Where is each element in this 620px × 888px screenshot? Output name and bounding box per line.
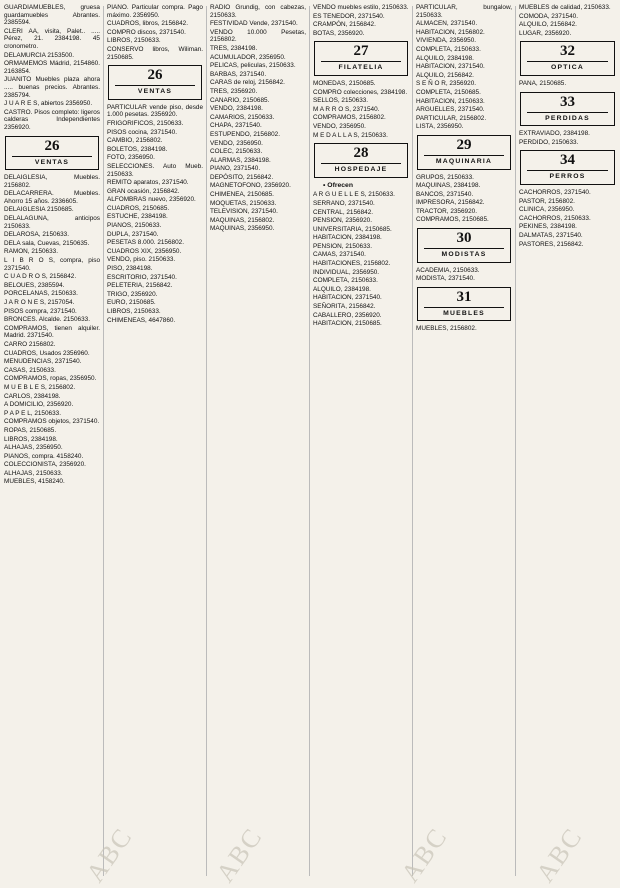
classified-ad: ALARMAS, 2384198. — [210, 156, 271, 164]
classified-ad: CENTRAL, 2156842. — [313, 208, 374, 216]
classified-ad: COMPRO colecciones, 2384198. — [313, 88, 408, 96]
section-title: OPTICA — [527, 61, 608, 72]
section-title: MODISTAS — [424, 248, 504, 259]
section-number: 31 — [456, 288, 472, 305]
classified-ad: DELAIGLESIA, Muebles. 2156802. — [4, 174, 100, 189]
watermark: ABC — [530, 822, 589, 888]
classified-ad: VENDO muebles estilo, 2150633. — [313, 4, 409, 11]
column-rule — [412, 6, 413, 876]
classified-column-6 — [519, 4, 616, 878]
classified-ad: M U E B L E S, 2156802. — [4, 383, 76, 391]
classified-ad: LIBROS, 2384198. — [4, 435, 58, 443]
classified-ad: FESTIVIDAD Vende, 2371540. — [210, 20, 298, 28]
classified-ad: COLECCIONISTA, 2356920. — [4, 461, 86, 469]
classified-ad: PENSION, 2356920. — [313, 217, 372, 225]
column-rule — [515, 6, 516, 876]
classified-ad: GRAN ocasión, 2156842. — [107, 187, 180, 195]
classified-ad: MAQUINAS, 2384198. — [416, 182, 481, 190]
classified-ad: BOTAS, 2356920. — [313, 29, 365, 37]
classified-ad: PISOS cocina, 2371540. — [107, 128, 177, 136]
classified-ad: LUGAR, 2356920. — [519, 29, 572, 37]
classified-ad: J A R O N E S, 2157054. — [4, 299, 75, 306]
classified-ad: TRES, 2356920. — [210, 87, 258, 95]
classified-ad: BANCOS, 2371540. — [416, 190, 474, 198]
classified-ad: LIBROS, 2150633. — [107, 37, 161, 45]
classified-ad: COMPRAMOS, 2156802. — [313, 114, 386, 122]
classified-ad: DELAROSA, 2150633. — [4, 231, 70, 239]
classified-ad: HABITACION, 2150685. — [313, 320, 382, 328]
classified-ad: PERDIDO, 2150633. — [519, 138, 579, 146]
classified-ad: REMITO aparatos, 2371540. — [107, 179, 189, 187]
classified-ad: ESTUPENDO, 2156802. — [210, 130, 280, 138]
classified-ad: CAMARIOS, 2150633. — [210, 113, 275, 121]
classified-ad: MUEBLES de calidad, 2150633. — [519, 4, 611, 11]
classified-ad: C U A D R O S, 2156842. — [4, 273, 77, 281]
classified-ad: MONEDAS, 2150685. — [313, 79, 376, 87]
classified-ad: HABITACION, 2384198. — [313, 234, 382, 242]
classified-ad: M A R R O S, 2371540. — [313, 105, 380, 113]
section-title: FILATELIA — [321, 61, 401, 72]
classified-ad: L I B R O S, compra, piso 2371540. — [4, 257, 100, 272]
classified-ad: PIANO. Particular compra. Pago máximo. 2356950. — [107, 4, 203, 19]
classified-ad: JUANITO Muebles plaza ahora ..... buenas precios. Abrantes. 2385794. — [4, 76, 100, 99]
classified-ad: PENSION, 2150633. — [313, 242, 372, 250]
classified-ad: ARGUELLES, 2371540. — [416, 106, 485, 114]
classified-ad: PELETERIA, 2156842. — [107, 282, 173, 290]
classified-ad: RAMON, 2150633. — [4, 248, 58, 256]
classified-ad: ACUMULADOR, 2356950. — [210, 53, 286, 61]
classified-ad: BRONCES. Alcalde. 2150633. — [4, 316, 90, 324]
classified-ad: MOQUETAS, 2150633. — [210, 199, 277, 207]
classified-ad: ALFOMBRAS nuevo, 2356920. — [107, 196, 196, 204]
classified-ad: PISO, 2384198. — [107, 265, 153, 273]
classified-ad: PARTICULAR vende piso, desde 1.000 pesetas. 2356920. — [107, 103, 203, 119]
classified-ad: COMPRAMOS, tienen alquiler. Madrid. 2371540. — [4, 324, 100, 340]
classified-ad: DUPLA, 2371540. — [107, 230, 159, 238]
classified-ad: MAQUINAS, 2356950. — [210, 225, 275, 233]
classified-ad: CUADROS, 2150685. — [107, 204, 170, 212]
classified-ad: PASTOR, 2156802. — [519, 197, 575, 205]
classified-ad: CAMBIO, 2156802. — [107, 137, 163, 145]
classified-ad: ALHAJAS, 2356950. — [4, 444, 63, 452]
classified-ad: PARTICULAR, 2156802. — [416, 114, 487, 122]
classified-ad: CARLOS, 2384198. — [4, 392, 61, 400]
classified-column-4 — [313, 4, 409, 878]
section-number: 26 — [44, 137, 60, 154]
column-rule — [103, 6, 104, 876]
section-number: 30 — [456, 230, 472, 247]
column-rule — [309, 6, 310, 876]
classified-ad: VENDO, piso. 2150633. — [107, 256, 176, 264]
classified-ad: COMPLETA, 2150633. — [313, 277, 378, 285]
classified-ad: MODISTA, 2371540. — [416, 275, 475, 283]
classified-ad: SEÑORITA, 2156842. — [313, 303, 376, 311]
classified-ad: LIBROS, 2150633. — [107, 308, 161, 315]
classified-ad: INDIVIDUAL, 2356950. — [313, 268, 380, 276]
classified-ad: PARTICULAR, bungalow, 2150633. — [416, 4, 512, 19]
classified-ad: VENDO, 2384198. — [210, 105, 263, 113]
section-title: VENTAS — [12, 156, 92, 167]
classified-ad: PEKINES, 2384198. — [519, 223, 577, 231]
classified-ad: BOLETOS, 2384198. — [107, 145, 168, 153]
classified-ad: MAQUINAS, 2156802. — [210, 216, 275, 224]
classified-ad: HABITACION, 2371540. — [313, 294, 382, 302]
classified-ad: PIANOS, 2150633. — [107, 222, 162, 230]
classified-ad: HABITACIONES, 2156802. — [313, 260, 391, 268]
section-header — [417, 287, 511, 322]
classified-ad: VIVIENDA, 2356950. — [416, 37, 477, 45]
section-header — [5, 136, 99, 171]
classified-ad: ALQUILO, 2156842. — [416, 71, 474, 79]
classified-ad: TELEVISION, 2371540. — [210, 208, 278, 216]
classified-ad: GUARDIAMUEBLES, gruesa guardamuebles Abrantes. 2385594. — [4, 4, 100, 27]
section-title: VENTAS — [115, 85, 195, 96]
classified-ad: PASTORES, 2156842. — [519, 240, 584, 248]
classified-ad: EURO, 2150685. — [107, 299, 156, 307]
classified-ad: CLERI AA, visita, Palet.. ..... Pérez, 21. 2384198. 45 cronometro. — [4, 27, 100, 50]
classified-ad: CHAPA, 2371540. — [210, 122, 262, 130]
classified-ad: PIANO, 2371540. — [210, 165, 261, 173]
classified-ad: ESCRITORIO, 2371540. — [107, 273, 177, 281]
classified-ad: DALMATAS, 2371540. — [519, 231, 583, 239]
classified-ad: S E Ñ O R, 2356920. — [416, 80, 477, 88]
classified-ad: J U A R E S, abiertos 2356950. — [4, 100, 93, 108]
classified-ad: P A P E L, 2150633. — [4, 409, 61, 417]
classified-ad: FOTO, 2356950. — [107, 154, 155, 162]
classified-ad: CUADROS, libros, 2156842. — [107, 20, 188, 28]
classified-ad: ROPAS, 2150685. — [4, 426, 57, 434]
classified-ad: ACADEMIA, 2150633. — [416, 266, 480, 274]
classified-ad: COMPLETA, 2150633. — [416, 45, 481, 53]
classified-ad: ALQUILO, 2156842. — [519, 21, 577, 29]
classified-ad: PESETAS 8.000. 2156802. — [107, 239, 184, 247]
classified-ad: TRES, 2384198. — [210, 44, 258, 52]
classified-ad: CABALLERO, 2356920. — [313, 311, 382, 319]
classified-ad: SERRANO, 2371540. — [313, 199, 375, 207]
classified-ad: ALQUILO, 2384198. — [416, 54, 474, 62]
classified-ad: EXTRAVIADO, 2384198. — [519, 130, 590, 138]
classified-ad: CLINICA, 2356950. — [519, 206, 575, 214]
classified-ad: MAGNETOFONO, 2356920. — [210, 182, 291, 190]
watermark: ABC — [210, 822, 269, 888]
subsection-heading: • Ofrecen — [323, 182, 409, 190]
classified-ad: COMPLETA, 2150685. — [416, 88, 481, 96]
classified-column-1 — [4, 4, 100, 878]
classified-ad: M E D A L L A S, 2150633. — [313, 131, 388, 139]
classified-ad: TRIGO, 2356920. — [107, 290, 158, 298]
classified-ad: TRACTOR, 2356920. — [416, 207, 477, 215]
section-header — [417, 135, 511, 170]
classified-ad: FRIGORIFICOS, 2150633. — [107, 119, 184, 127]
classified-ad: BARBAS, 2371540. — [210, 70, 267, 78]
classified-ad: RADIO Grundig, con cabezas, 2150633. — [210, 4, 306, 19]
classified-ad: VENDO, 2356950. — [210, 139, 263, 147]
classified-ad: CASTRO. Pisos completo: ligeros calderas Independientes 2356920. — [4, 108, 100, 131]
classified-ad: ES TENEDOR, 2371540. — [313, 12, 385, 20]
section-header — [417, 228, 511, 263]
classified-ad: UNIVERSITARIA, 2150685. — [313, 225, 392, 233]
classified-ad: DELAMURCIA 2153500. — [4, 51, 74, 59]
classified-ad: PISOS compra, 2371540. — [4, 307, 77, 315]
column-rule — [206, 6, 207, 876]
section-header — [520, 41, 615, 76]
classified-ad: PELICAS, peliculas, 2150633. — [210, 62, 296, 70]
classified-ad: COMPRAMOS objetos, 2371540. — [4, 418, 100, 426]
classified-ad: ALHAJAS, 2150633. — [4, 469, 63, 477]
classified-ad: PORCELANAS, 2150633. — [4, 290, 78, 298]
section-title: PERDIDAS — [527, 112, 608, 123]
classified-ad: CUADROS, Usados 2356960. — [4, 349, 90, 357]
classified-ad: COMODA, 2371540. — [519, 12, 578, 20]
classified-ad: COLEC, 2150633. — [210, 148, 263, 156]
watermark: ABC — [80, 822, 139, 888]
section-number: 32 — [560, 43, 575, 60]
classified-ad: DELALAGUNA, anticipos 2150633. — [4, 215, 100, 230]
section-header — [108, 65, 202, 100]
classified-ad: HABITACION, 2156802. — [416, 28, 485, 36]
section-header — [520, 150, 615, 185]
classified-ad: HABITACION, 2150633. — [416, 97, 485, 105]
classified-ad: A DOMICILIO, 2356920. — [4, 401, 74, 409]
section-title: MUEBLES — [424, 307, 504, 318]
classified-ad: HABITACION, 2371540. — [416, 63, 485, 71]
classified-ad: COMPRAMOS, ropas, 2356950. — [4, 375, 97, 383]
classified-ad: CUADROS XIX, 2356950. — [107, 247, 182, 255]
section-number: 34 — [560, 152, 575, 169]
classified-ad: PANA, 2150685. — [519, 79, 567, 87]
classified-ad: ESTUCHE, 2384198. — [107, 213, 168, 221]
section-number: 33 — [560, 93, 575, 110]
classified-ad: MENUDENCIAS, 2371540. — [4, 358, 82, 366]
section-header — [314, 41, 408, 76]
classified-ad: ALMACEN, 2371540. — [416, 20, 478, 28]
section-header — [520, 92, 615, 127]
watermark: ABC — [395, 822, 454, 888]
classified-ad: CAMAS, 2371540. — [313, 251, 366, 259]
classified-ad: VENDO, 2356950. — [313, 122, 366, 130]
classified-ad: MUEBLES, 4158240. — [4, 478, 65, 486]
classified-ad: A R G U E L L E S, 2150633. — [313, 191, 395, 199]
classified-ad: DEPÓSITO, 2156842. — [210, 173, 274, 181]
section-title: PERROS — [527, 170, 608, 181]
classified-ad: CACHORROS, 2150633. — [519, 214, 591, 222]
classified-ad: CACHORROS, 2371540. — [519, 188, 591, 196]
classified-ad: VENDO 10.000 Pesetas, 2156802. — [210, 28, 306, 44]
classified-ad: CASAS, 2150633. — [4, 366, 56, 374]
section-number: 28 — [353, 145, 369, 162]
section-header — [314, 143, 408, 178]
classified-ad: CARAS de reloj, 2156842. — [210, 79, 285, 87]
section-number: 27 — [353, 43, 369, 60]
classified-ad: COMPRAMOS, 2150685. — [416, 216, 489, 224]
section-number: 26 — [147, 67, 163, 84]
section-number: 29 — [456, 136, 472, 153]
classified-ad: CRAMPÓN, 2156842. — [313, 21, 376, 29]
classified-ad: MUEBLES, 2156802. — [416, 325, 477, 333]
classified-ad: COMPRO discos, 2371540. — [107, 28, 186, 36]
classified-ad: CARRO 2156802. — [4, 340, 56, 348]
classified-ad: DELAIGLESIA 2150685. — [4, 206, 74, 214]
classified-ad: BELOUES, 2385594. — [4, 281, 65, 289]
classified-ad: SELLOS, 2150633. — [313, 97, 369, 105]
classified-ad: DELA sala, Cuevas, 2150635. — [4, 239, 90, 247]
classified-ad: CHIMENEAS, 4647860. — [107, 316, 176, 324]
classified-ad: LISTA, 2356950. — [416, 123, 464, 131]
classified-column-2 — [107, 4, 203, 878]
classified-ad: CONSERVO libros, Wiliman. 2150685. — [107, 45, 203, 61]
classified-column-5 — [416, 4, 512, 878]
classified-ad: ALQUILO, 2384198. — [313, 285, 371, 293]
classified-ad: SELECCIONES. Auto Mueb. 2150633. — [107, 162, 203, 178]
classified-ad: ORMAMEMOS Mádrid, 2154860. 2163854. — [4, 60, 100, 75]
classified-ad: IMPRESORA, 2156842. — [416, 199, 485, 207]
classified-ad: GRUPOS, 2150633. — [416, 173, 474, 181]
classified-ad: CHIMENEA, 2150685. — [210, 191, 274, 199]
classified-ad: DELACARRERA. Muebles. Ahorro 15 años. 2336605. — [4, 190, 100, 205]
classified-ad: PIANOS, compra. 4158240. — [4, 452, 84, 460]
section-title: HOSPEDAJE — [321, 163, 401, 174]
classified-ad: CANARIO, 2150685. — [210, 96, 270, 104]
section-title: MAQUINARIA — [424, 155, 504, 166]
classified-column-3 — [210, 4, 306, 878]
